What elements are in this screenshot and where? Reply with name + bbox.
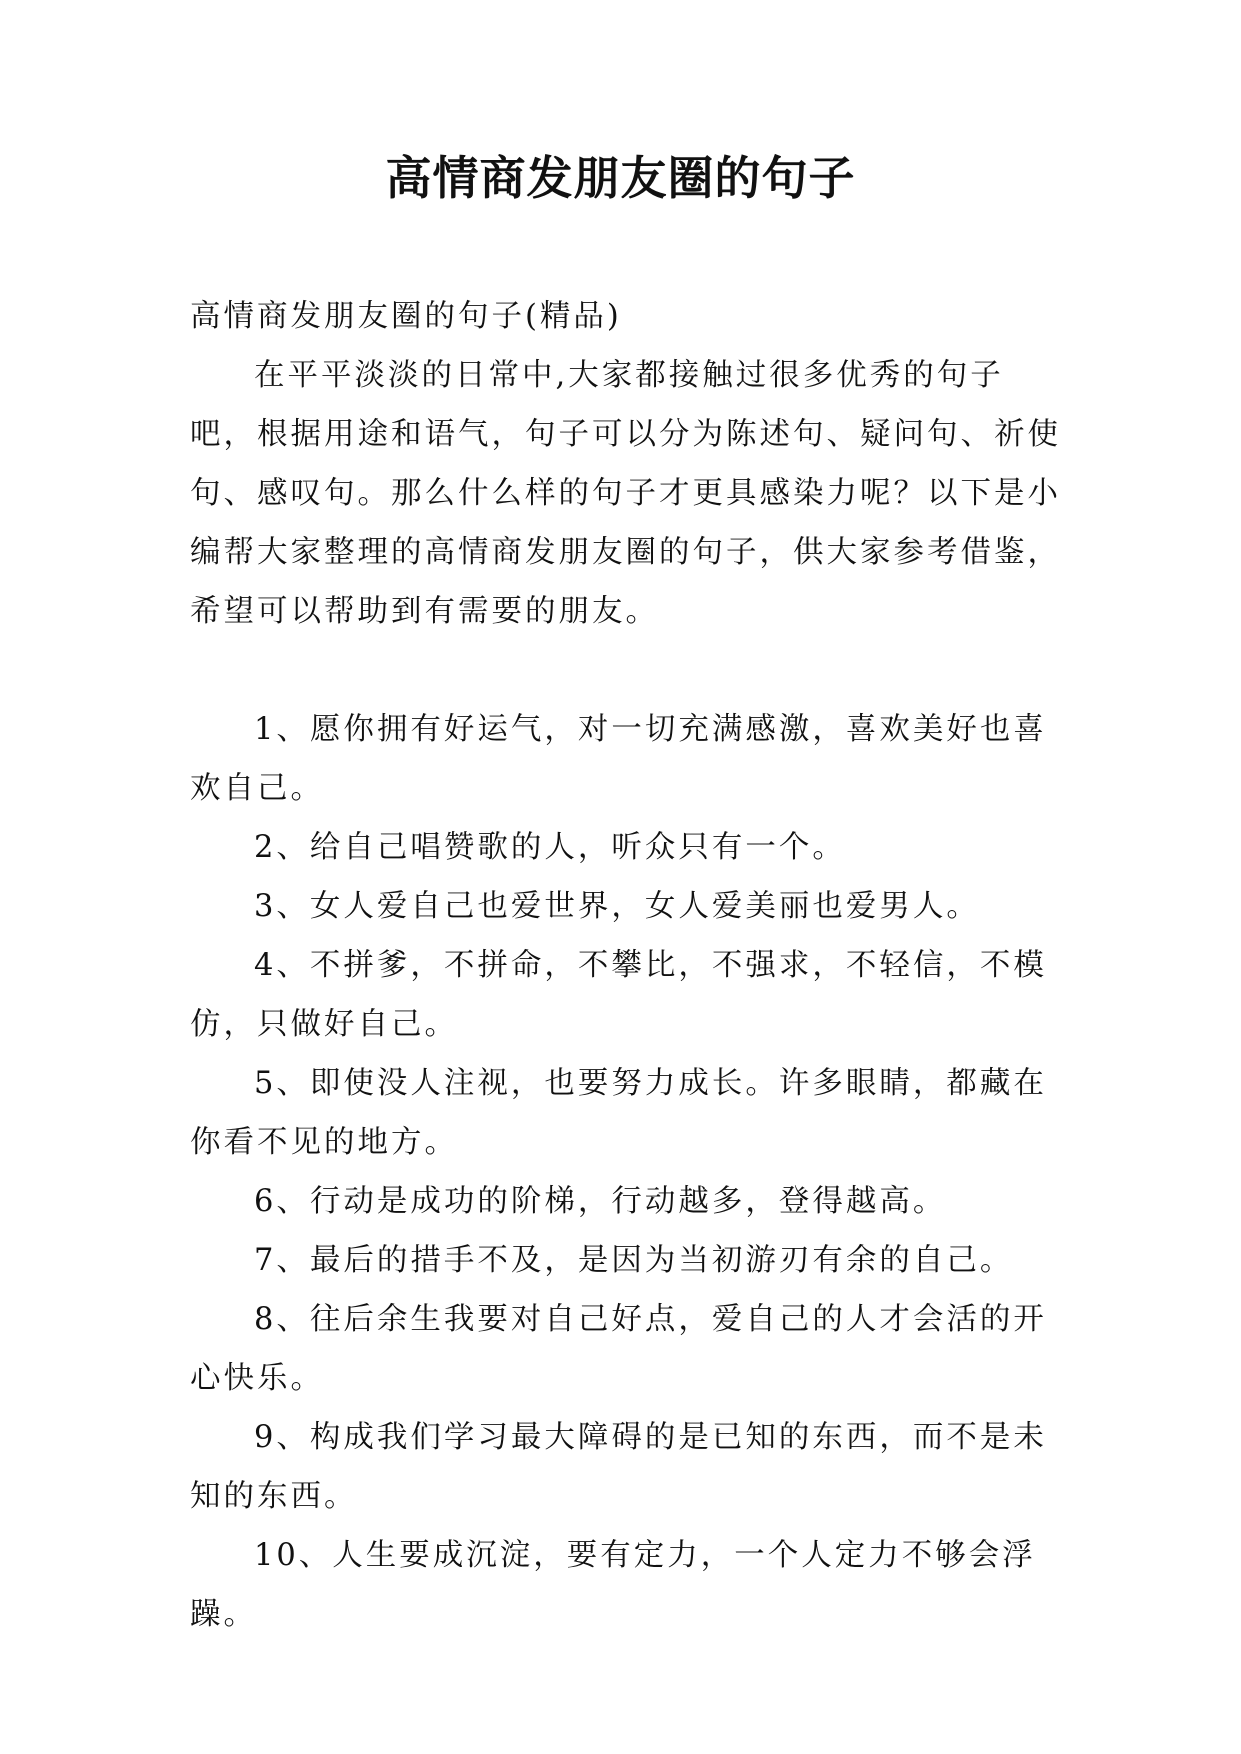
sentence-item-4: 4、不拼爹，不拼命，不攀比，不强求，不轻信，不模仿，只做好自己。: [190, 948, 1047, 1042]
sentence-item-1: 1、愿你拥有好运气，对一切充满感激，喜欢美好也喜欢自己。: [190, 712, 1047, 806]
sentence-item-9: 9、构成我们学习最大障碍的是已知的东西，而不是未知的东西。: [190, 1420, 1047, 1514]
sentence-item-6: 6、行动是成功的阶梯，行动越多，登得越高。: [254, 1184, 947, 1219]
document-body: [190, 287, 1070, 1644]
sentence-item-10: 10、人生要成沉淀，要有定力，一个人定力不够会浮躁。: [190, 1538, 1036, 1632]
document-subtitle: 高情商发朋友圈的句子(精品): [190, 299, 622, 334]
sentence-item-7: 7、最后的措手不及，是因为当初游刃有余的自己。: [254, 1243, 1014, 1278]
document-title: 高情商发朋友圈的句子: [385, 151, 856, 205]
sentence-item-3: 3、女人爱自己也爱世界，女人爱美丽也爱男人。: [254, 889, 980, 924]
sentence-item-8: 8、往后余生我要对自己好点，爱自己的人才会活的开心快乐。: [190, 1302, 1047, 1396]
intro-paragraph: 在平平淡淡的日常中,大家都接触过很多优秀的句子吧，根据用途和语气，句子可以分为陈述句、疑问句、祈使句、感叹句。那么什么样的句子才更具感染力呢？以下是小编帮大家整理的高情商发朋友圈的句子，供大家参考借鉴，希望可以帮助到有需要的朋友。: [190, 358, 1061, 629]
sentence-item-2: 2、给自己唱赞歌的人，听众只有一个。: [254, 830, 846, 865]
sentence-item-5: 5、即使没人注视，也要努力成长。许多眼睛，都藏在你看不见的地方。: [190, 1066, 1047, 1160]
paragraph-gap: [190, 641, 1070, 700]
